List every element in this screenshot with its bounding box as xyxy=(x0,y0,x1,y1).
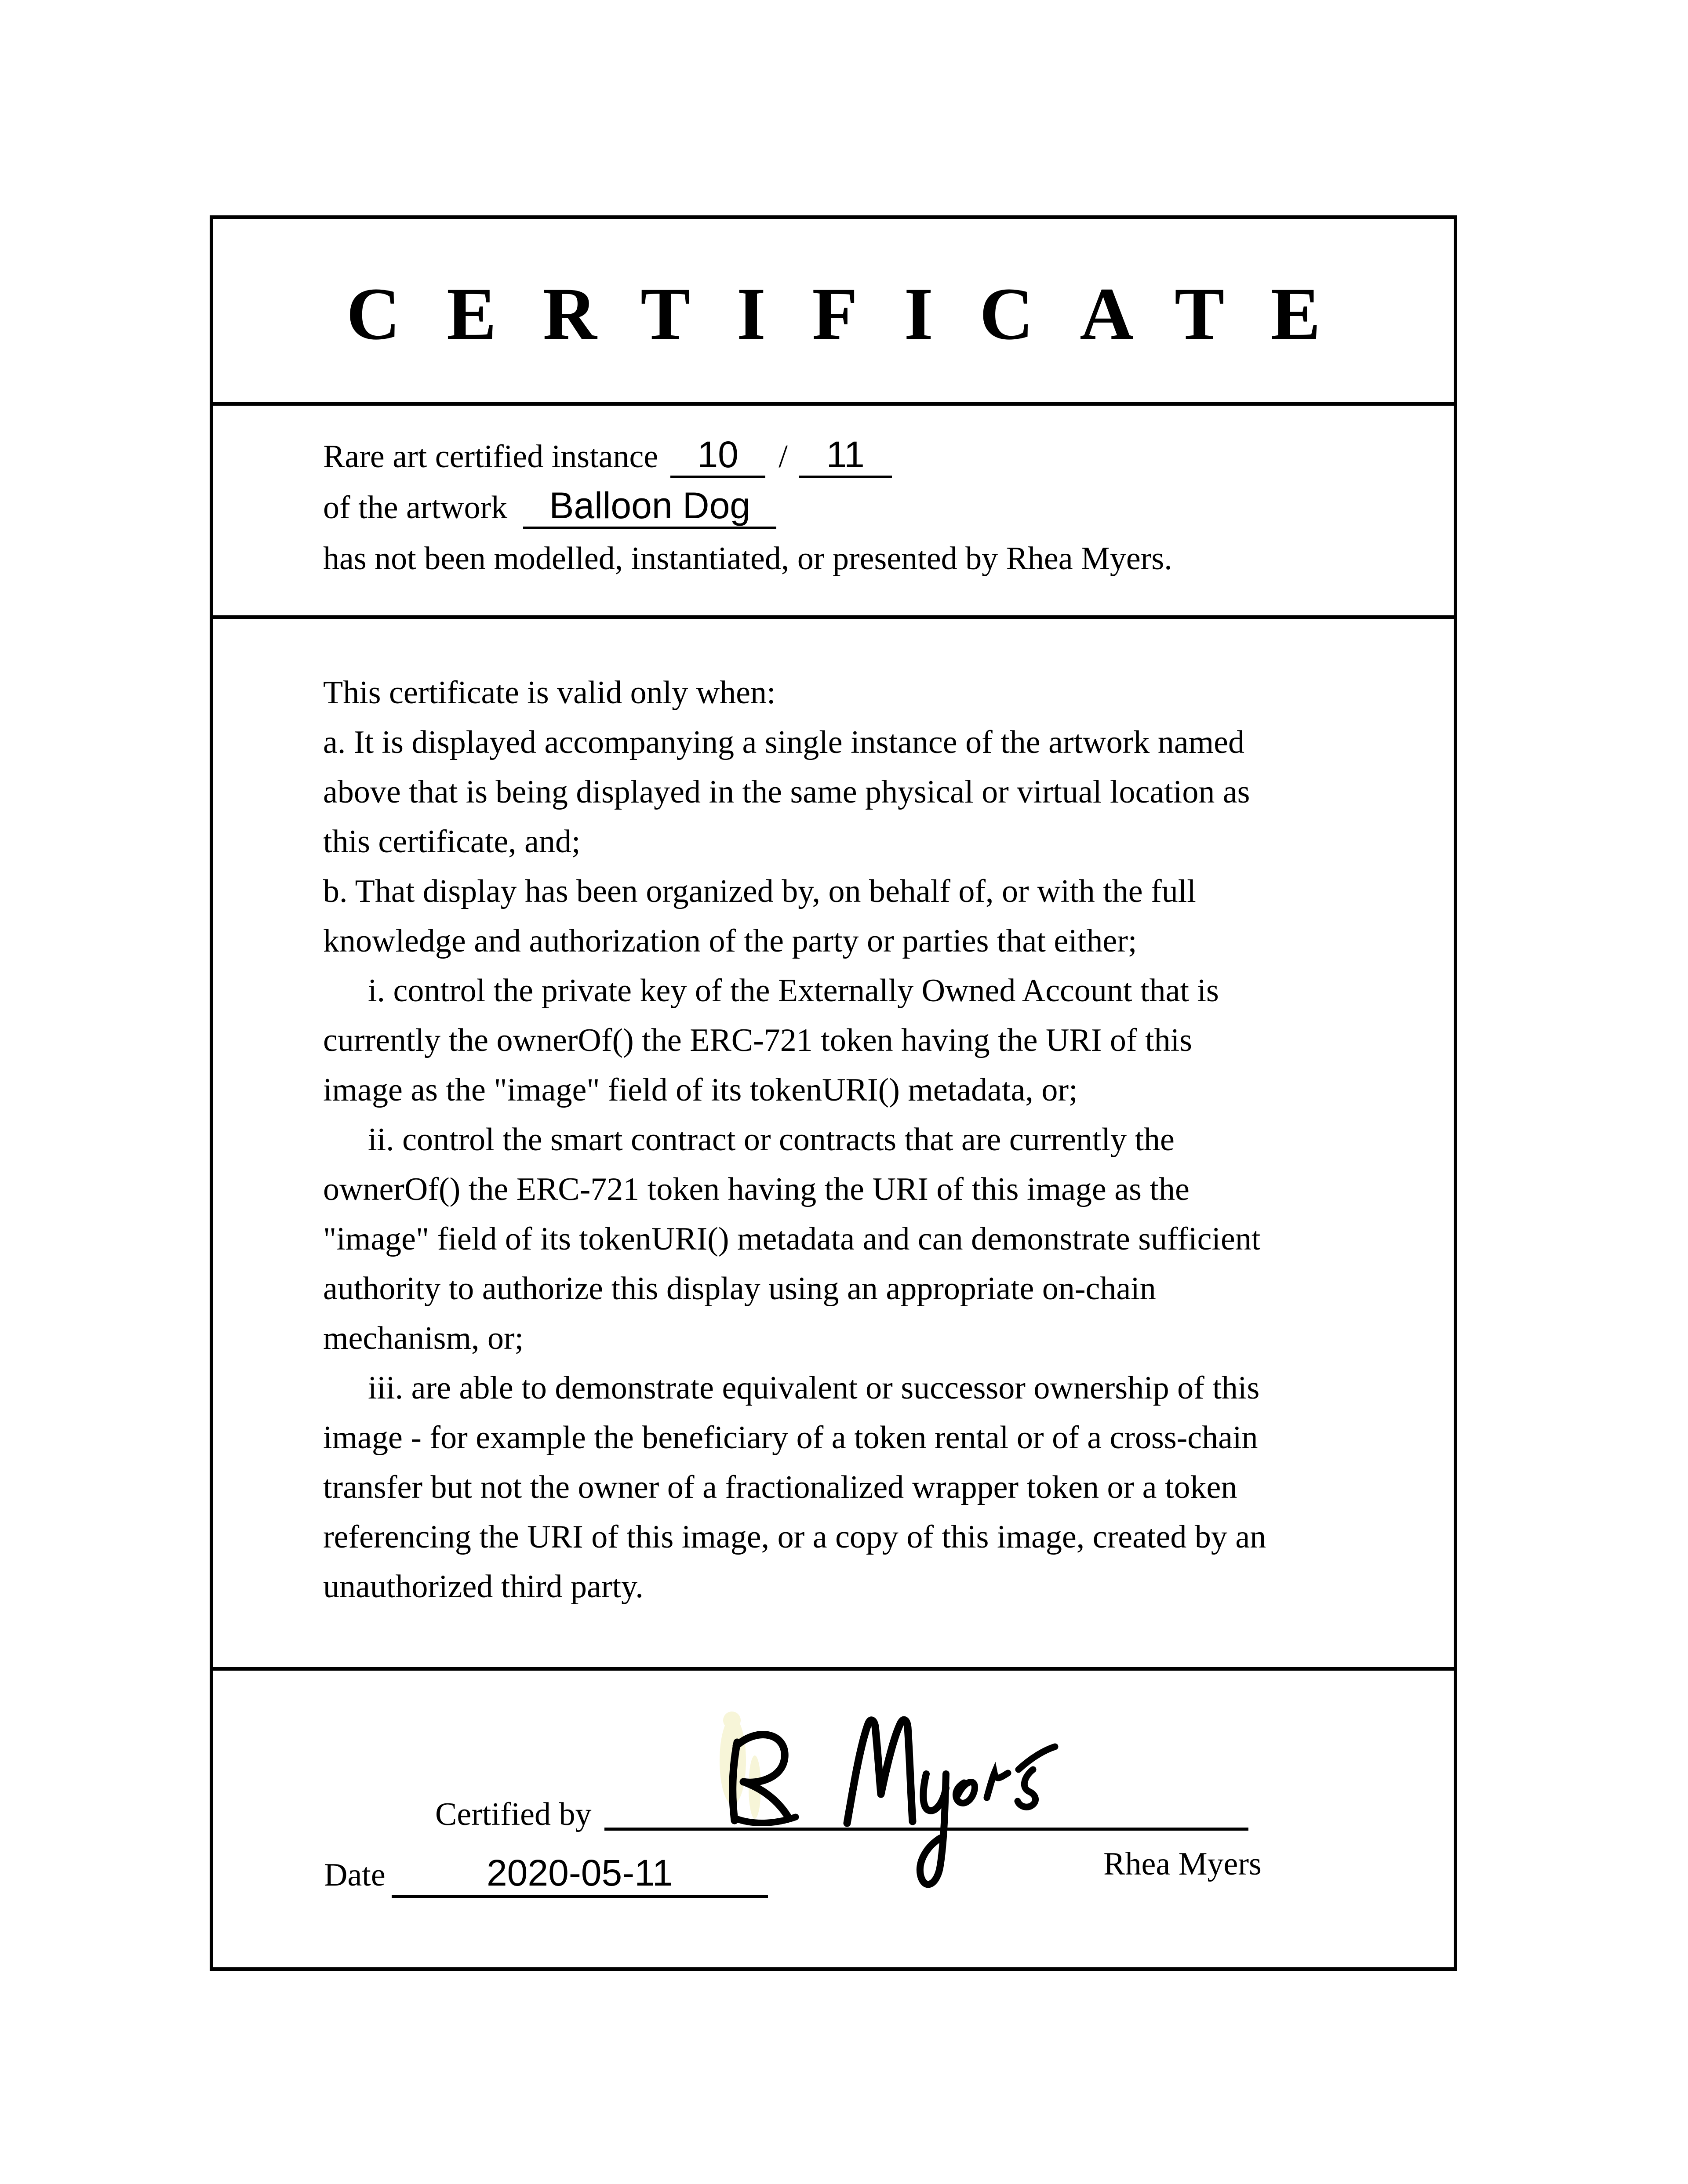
body-line: image - for example the beneficiary of a token rental or of a cross-chain xyxy=(323,1420,1258,1456)
certified-by-label: Certified by xyxy=(435,1796,592,1832)
signature-stroke xyxy=(987,1773,1008,1798)
signature-stroke xyxy=(847,1720,913,1823)
body-line: b. That display has been organized by, on behalf of, or with the full xyxy=(323,873,1196,909)
edition-total-field xyxy=(799,436,892,478)
artwork-name-value: Balloon Dog xyxy=(549,485,751,526)
signature-highlight xyxy=(723,1712,741,1729)
body-line: "image" field of its tokenURI() metadata and can demonstrate sufficient xyxy=(323,1221,1261,1257)
body-line: ownerOf() the ERC-721 token having the URI of this image as the xyxy=(323,1171,1190,1207)
artwork-line-prefix: of the artwork xyxy=(323,490,508,526)
info-line-artwork xyxy=(323,482,1454,533)
body-line: This certificate is valid only when: xyxy=(323,675,776,711)
printed-name: Rhea Myers xyxy=(1103,1846,1262,1882)
date-value: 2020-05-11 xyxy=(486,1852,673,1893)
body-line: a. It is displayed accompanying a single instance of the artwork named xyxy=(323,724,1244,760)
body-line: transfer but not the owner of a fractionalized wrapper token or a token xyxy=(323,1469,1237,1505)
instance-number-value: 10 xyxy=(697,434,738,475)
artwork-name-field xyxy=(523,487,776,529)
section-body xyxy=(213,619,1454,1671)
date-label: Date xyxy=(324,1857,386,1893)
body-line: currently the ownerOf() the ERC-721 token having the URI of this xyxy=(323,1022,1192,1058)
certificate-title: CERTIFICATE xyxy=(346,272,1367,355)
body-line: ii. control the smart contract or contracts that are currently the xyxy=(368,1122,1175,1158)
body-line: this certificate, and; xyxy=(323,824,581,860)
body-line: referencing the URI of this image, or a copy of this image, created by an xyxy=(323,1519,1266,1555)
signature-stroke xyxy=(1019,1747,1055,1770)
section-signature xyxy=(213,1671,1454,1967)
signature-stroke xyxy=(956,1782,975,1803)
instance-number-field xyxy=(670,436,765,478)
body-line: authority to authorize this display using an appropriate on-chain xyxy=(323,1271,1156,1307)
signature-stroke xyxy=(733,1742,737,1821)
body-line: iii. are able to demonstrate equivalent or successor ownership of this xyxy=(368,1370,1260,1406)
instance-line-prefix: Rare art certified instance xyxy=(323,439,658,475)
edition-total-value: 11 xyxy=(826,434,865,475)
section-info xyxy=(213,406,1454,619)
body-line: mechanism, or; xyxy=(323,1320,524,1356)
info-line-disclaimer: has not been modelled, instantiated, or presented by Rhea Myers. xyxy=(323,541,1172,577)
date-field xyxy=(392,1854,768,1898)
certificate xyxy=(210,215,1457,1971)
section-title xyxy=(213,219,1454,406)
body-line: unauthorized third party. xyxy=(323,1569,644,1605)
signature-stroke xyxy=(1018,1770,1036,1807)
signature-stroke xyxy=(736,1817,796,1823)
body-line: above that is being displayed in the same physical or virtual location as xyxy=(323,774,1250,810)
date-row xyxy=(324,1854,768,1898)
info-line-instance xyxy=(323,431,1454,482)
body-line: knowledge and authorization of the party or parties that either; xyxy=(323,923,1137,959)
instance-separator: / xyxy=(779,439,788,475)
body-line: image as the "image" field of its tokenURI() metadata, or; xyxy=(323,1072,1078,1108)
body-line: i. control the private key of the Externally Owned Account that is xyxy=(368,973,1219,1009)
